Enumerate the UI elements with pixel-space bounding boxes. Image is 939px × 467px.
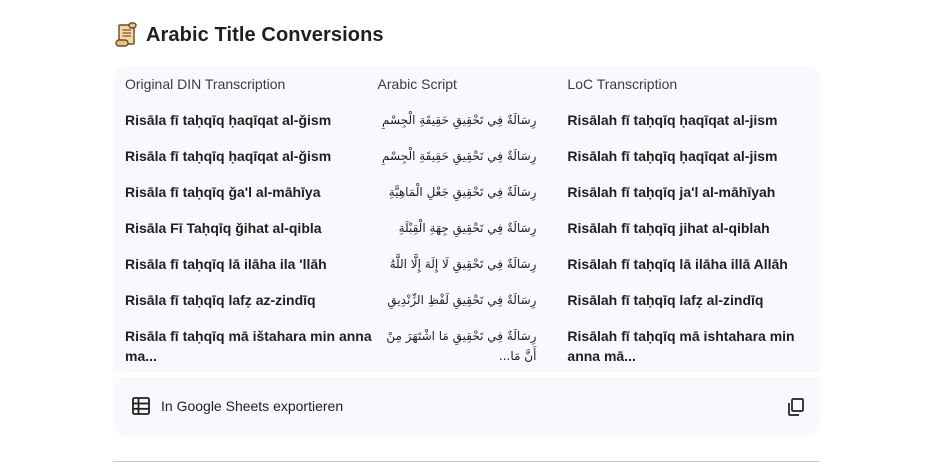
table-card (113, 66, 820, 372)
cell-din: Risāla fī taḥqīq lafẓ az-zindīq (125, 292, 316, 308)
cell-din: Risāla fī taḥqīq ḥaqīqat al-ǧism (125, 112, 332, 128)
cell-loc: Risālah fī taḥqīq lā ilāha illā Allāh (567, 256, 788, 272)
scroll-icon (114, 22, 138, 48)
cell-loc: Risālah fī taḥqīq ḥaqīqat al-jism (567, 112, 778, 128)
cell-arabic: رِسَالَةٌ فِي تَحْقِيقِ حَقِيقَةِ الْجِسْمِ (382, 113, 537, 127)
column-header-din: Original DIN Transcription (125, 76, 286, 92)
copy-button[interactable] (786, 397, 806, 417)
table-row (113, 210, 820, 246)
copy-icon (786, 397, 806, 417)
divider (113, 461, 820, 462)
column-header-arabic: Arabic Script (377, 76, 457, 92)
cell-din: Risāla Fī Taḥqīq ǧihat al-qibla (125, 220, 322, 236)
cell-loc: Risālah fī taḥqīq ḥaqīqat al-jism (567, 148, 778, 164)
table-row (113, 138, 820, 174)
conversion-table (113, 66, 820, 366)
export-to-sheets-button[interactable] (131, 396, 343, 416)
cell-din: Risāla fī taḥqīq lā ilāha ila 'llāh (125, 256, 327, 272)
table-row (113, 174, 820, 210)
cell-arabic: رِسَالَةٌ فِي تَحْقِيقِ حَقِيقَةِ الْجِسْمِ (382, 149, 537, 163)
cell-loc: Risālah fī taḥqīq lafẓ al-zindīq (567, 292, 764, 308)
cell-din: Risāla fī taḥqīq ḥaqīqat al-ǧism (125, 148, 332, 164)
cell-loc: Risālah fī taḥqīq mā ishtahara min anna mā... (567, 328, 795, 364)
table-row (113, 102, 820, 138)
table-footer (113, 377, 820, 436)
cell-arabic: رِسَالَةٌ فِي تَحْقِيقِ جِهَةِ الْقِبْلَةِ (398, 221, 537, 235)
table-row (113, 282, 820, 318)
cell-arabic: رِسَالَةٌ فِي تَحْقِيقِ جَعْلِ الْمَاهِيَّةِ (388, 185, 537, 199)
table-header-row (113, 66, 820, 102)
cell-din: Risāla fī taḥqīq mā ištahara min anna ma... (125, 328, 372, 364)
cell-arabic: رِسَالَةٌ فِي تَحْقِيقِ لَفْظِ الزِّنْدِيقِ (387, 293, 537, 307)
table-row (113, 318, 820, 366)
heading (114, 20, 384, 50)
table-row (113, 246, 820, 282)
cell-loc: Risālah fī taḥqīq ja'l al-māhīyah (567, 184, 776, 200)
page-title: Arabic Title Conversions (146, 23, 384, 46)
column-header-loc: LoC Transcription (567, 76, 678, 92)
cell-din: Risāla fī taḥqīq ǧa'l al-māhīya (125, 184, 321, 200)
table-icon (131, 396, 151, 416)
cell-arabic: رِسَالَةٌ فِي تَحْقِيقِ لَا إِلَهَ إِلَّا اللَّهُ (389, 257, 537, 271)
cell-loc: Risālah fī taḥqīq jihat al-qiblah (567, 220, 770, 236)
cell-arabic: رِسَالَةٌ فِي تَحْقِيقِ مَا اشْتَهَرَ مِنْ أَنَّ مَا... (386, 329, 537, 363)
export-label: In Google Sheets exportieren (161, 398, 344, 414)
